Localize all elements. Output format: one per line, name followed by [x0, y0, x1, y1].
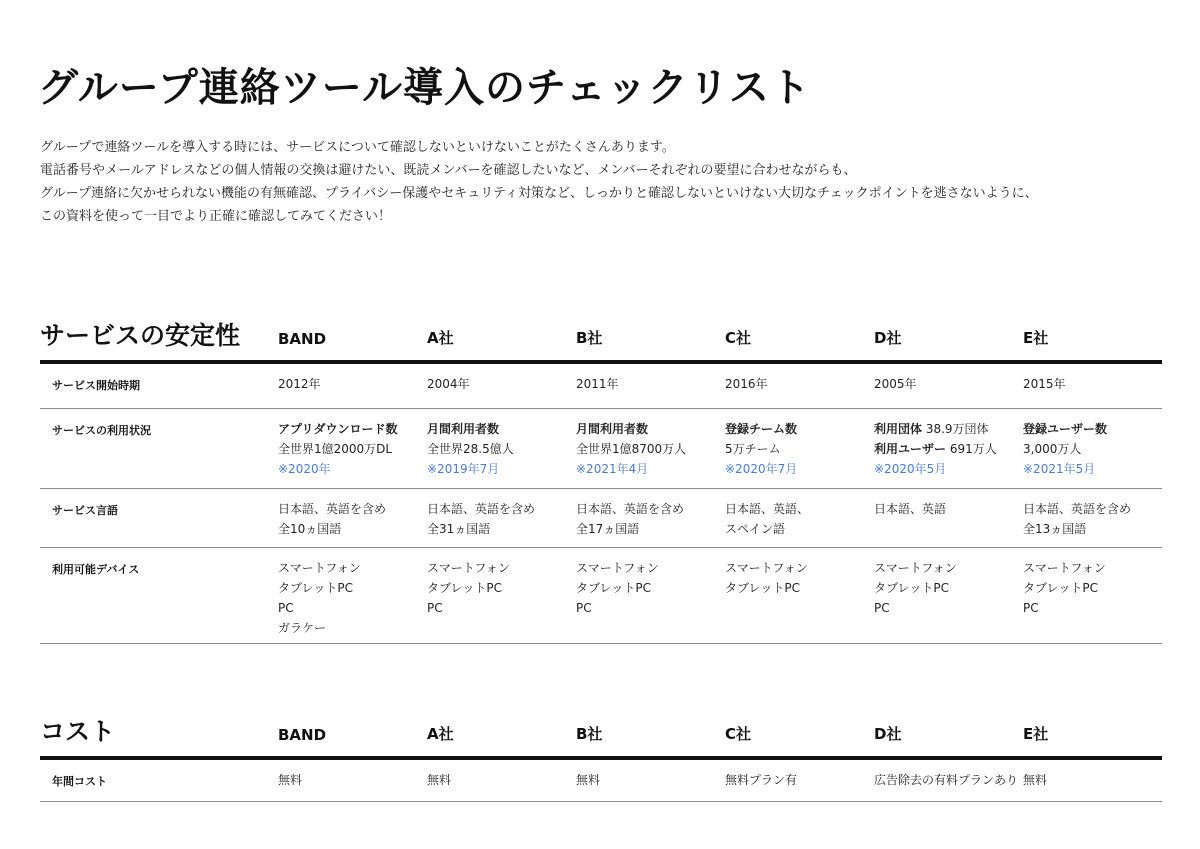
- metric-value: 3,000万人: [1023, 442, 1082, 456]
- language-cell: [1023, 499, 1131, 539]
- cell-line: PC: [427, 601, 443, 615]
- metric-name: 月間利用者数: [427, 422, 500, 436]
- cell-line: PC: [576, 601, 592, 615]
- cell-line: 全31ヵ国語: [427, 522, 491, 536]
- language-cell: [874, 499, 946, 519]
- devices-cell: [1023, 558, 1106, 618]
- metric-note: ※2019年7月: [427, 462, 500, 476]
- row-label: サービス言語: [52, 504, 118, 517]
- cell-line: ガラケー: [278, 621, 327, 635]
- section-title: サービスの安定性: [40, 321, 241, 350]
- cell-line: タブレットPC: [427, 581, 503, 595]
- intro-line: グループで連絡ツールを導入する時には、サービスについて確認しないといけないことがたくさんあります。: [40, 140, 675, 155]
- intro-line: グループ連絡に欠かせられない機能の有無確認、プライバシー保護やセキュリティ対策など、しっかりと確認しないといけない大切なチェックポイントを逃さないように、: [40, 186, 1038, 201]
- cell-line: PC: [1023, 601, 1039, 615]
- cell-value: 無料プラン有: [725, 773, 798, 787]
- metric-value: 5万チーム: [725, 442, 781, 456]
- metric-note: ※2021年5月: [1023, 462, 1096, 476]
- metric-name: 利用団体: [874, 422, 923, 436]
- page-title: グループ連絡ツール導入のチェックリスト: [38, 65, 811, 111]
- cell-line: タブレットPC: [874, 581, 950, 595]
- row-label: サービス開始時期: [52, 379, 140, 392]
- cell-line: 日本語、英語を含め: [576, 502, 685, 516]
- cost-section: [40, 708, 1162, 802]
- cell-line: タブレットPC: [278, 581, 354, 595]
- cell-line: PC: [874, 601, 890, 615]
- column-header-d: D社: [874, 725, 902, 743]
- cell-line: タブレットPC: [1023, 581, 1099, 595]
- cell-line: スマートフォン: [427, 561, 510, 575]
- cell-line: 全10ヵ国語: [278, 522, 342, 536]
- cell-value: 2012年: [278, 377, 321, 391]
- language-cell: [278, 499, 386, 539]
- devices-cell: [278, 558, 361, 638]
- cell-line: 日本語、英語、: [725, 502, 810, 516]
- cell-line: 日本語、英語を含め: [427, 502, 536, 516]
- metric-note: ※2020年: [278, 462, 331, 476]
- row-annual-cost: [40, 760, 1162, 802]
- usage-cell: [576, 419, 686, 479]
- usage-cell: [725, 419, 797, 479]
- usage-cell: [427, 419, 514, 479]
- cell-line: スマートフォン: [1023, 561, 1106, 575]
- cell-line: スマートフォン: [576, 561, 659, 575]
- column-header-a: A社: [427, 725, 454, 743]
- row-label: 利用可能デバイス: [52, 563, 140, 576]
- column-header-b: B社: [576, 329, 603, 347]
- cell-line: タブレットPC: [576, 581, 652, 595]
- language-cell: [427, 499, 535, 539]
- devices-cell: [427, 558, 510, 618]
- cell-line: スマートフォン: [278, 561, 361, 575]
- metric-value: 全世界1億8700万人: [576, 442, 687, 456]
- row-language: [40, 489, 1162, 548]
- stability-section: [40, 312, 1162, 644]
- cell-line: スマートフォン: [725, 561, 808, 575]
- cell-value: 無料: [576, 773, 601, 787]
- cell-line: 全13ヵ国語: [1023, 522, 1087, 536]
- cell-value: 無料: [278, 773, 303, 787]
- column-header-e: E社: [1023, 725, 1049, 743]
- cell-line: スマートフォン: [874, 561, 957, 575]
- metric-value: 691万人: [946, 442, 997, 456]
- devices-cell: [725, 558, 808, 598]
- devices-cell: [576, 558, 659, 618]
- cell-line: 日本語、英語を含め: [278, 502, 387, 516]
- metric-value: 全世界1億2000万DL: [278, 442, 393, 456]
- cell-value: 2016年: [725, 377, 768, 391]
- cell-value: 2015年: [1023, 377, 1066, 391]
- metric-value: 全世界28.5億人: [427, 442, 514, 456]
- intro-line: 電話番号やメールアドレスなどの個人情報の交換は避けたい、既読メンバーを確認したいなど、メンバーそれぞれの要望に合わせながらも、: [40, 163, 857, 178]
- metric-name: 利用ユーザー: [874, 442, 947, 456]
- usage-cell: [874, 419, 997, 479]
- usage-cell: [278, 419, 398, 479]
- cell-value: 2004年: [427, 377, 470, 391]
- metric-name: 登録ユーザー数: [1023, 422, 1108, 436]
- cell-value: 無料: [427, 773, 452, 787]
- column-header-band: BAND: [278, 330, 327, 348]
- cell-value: 2005年: [874, 377, 917, 391]
- cell-line: タブレットPC: [725, 581, 801, 595]
- language-cell: [576, 499, 684, 539]
- cell-line: 全17ヵ国語: [576, 522, 640, 536]
- stability-header: [40, 312, 1162, 360]
- intro-line: この資料を使って一目でより正確に確認してみてください！: [40, 209, 392, 224]
- cell-value: 広告除去の有料プランあり: [874, 773, 1019, 787]
- column-header-band: BAND: [278, 726, 327, 744]
- row-usage: [40, 409, 1162, 489]
- cell-line: 日本語、英語: [874, 502, 947, 516]
- metric-note: ※2020年5月: [874, 462, 947, 476]
- metric-note: ※2021年4月: [576, 462, 649, 476]
- column-header-e: E社: [1023, 329, 1049, 347]
- metric-note: ※2020年7月: [725, 462, 798, 476]
- metric-name: アプリダウンロード数: [278, 422, 398, 436]
- column-header-c: C社: [725, 329, 752, 347]
- language-cell: [725, 499, 809, 539]
- metric-value: 38.9万団体: [922, 422, 989, 436]
- column-header-b: B社: [576, 725, 603, 743]
- cell-line: PC: [278, 601, 294, 615]
- usage-cell: [1023, 419, 1107, 479]
- column-header-c: C社: [725, 725, 752, 743]
- metric-name: 月間利用者数: [576, 422, 649, 436]
- column-header-a: A社: [427, 329, 454, 347]
- row-devices: [40, 548, 1162, 644]
- section-title: コスト: [40, 717, 116, 746]
- column-header-d: D社: [874, 329, 902, 347]
- devices-cell: [874, 558, 957, 618]
- cell-value: 無料: [1023, 773, 1048, 787]
- cost-header: [40, 708, 1162, 756]
- intro-text: [40, 136, 1170, 228]
- cell-line: 日本語、英語を含め: [1023, 502, 1132, 516]
- row-label: 年間コスト: [52, 775, 107, 788]
- row-label: サービスの利用状況: [52, 424, 151, 437]
- metric-name: 登録チーム数: [725, 422, 798, 436]
- row-start-date: [40, 364, 1162, 409]
- cell-line: スペイン語: [725, 522, 786, 536]
- cell-value: 2011年: [576, 377, 619, 391]
